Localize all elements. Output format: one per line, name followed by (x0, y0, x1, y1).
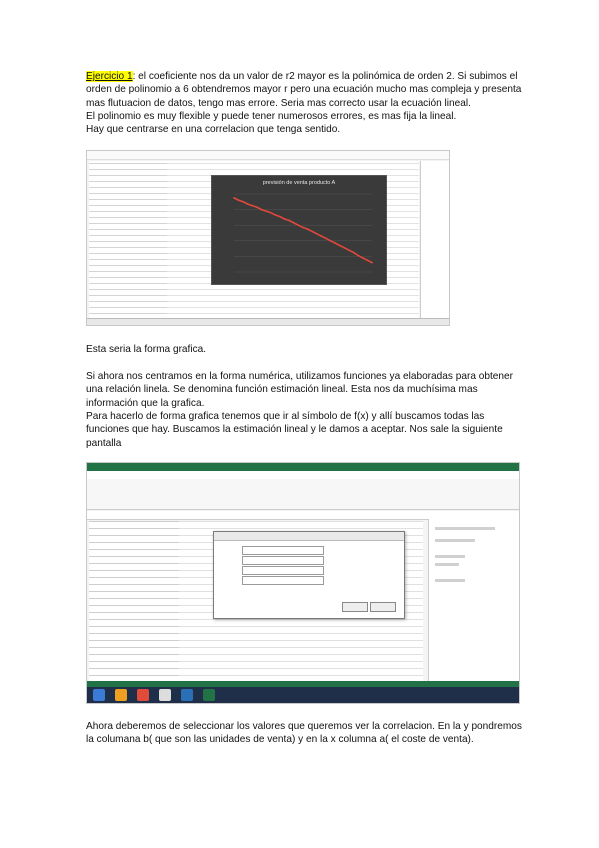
function-arguments-dialog (213, 531, 405, 619)
toolbar (87, 151, 449, 160)
data-point (316, 233, 318, 235)
data-point (298, 224, 300, 226)
sales-chart (211, 175, 387, 285)
graph-caption: Esta seria la forma grafica. (86, 344, 207, 355)
side-pane (428, 519, 519, 689)
exercise-label: Ejercicio 1 (86, 71, 133, 82)
data-point (284, 218, 286, 220)
known-x-field (242, 556, 324, 565)
data-point (288, 220, 290, 222)
data-point (371, 262, 373, 264)
data-point (334, 242, 336, 244)
series-line (234, 198, 372, 263)
data-point (247, 203, 249, 205)
format-pane (420, 161, 449, 321)
data-point (311, 231, 313, 233)
spreadsheet-chart-screenshot (86, 150, 450, 326)
chrome-icon (137, 689, 149, 701)
data-point (357, 255, 359, 257)
explorer-icon (115, 689, 127, 701)
stats-field (242, 576, 324, 585)
pane-line (435, 563, 459, 566)
excel-icon (203, 689, 215, 701)
data-point (275, 214, 277, 216)
data-point (367, 259, 369, 261)
exercise-line-3: Hay que centrarse en una correlacion que tenga sentido. (86, 124, 341, 136)
ribbon (87, 479, 519, 510)
data-point (330, 240, 332, 242)
data-columns (89, 521, 179, 689)
data-point (261, 209, 263, 211)
data-columns (89, 161, 167, 319)
known-y-field (242, 546, 324, 555)
data-point (270, 212, 272, 214)
excel-function-screenshot (86, 462, 520, 704)
data-point (339, 245, 341, 247)
data-point (348, 249, 350, 251)
chart-plot (212, 176, 386, 284)
numeric-paragraph: Si ahora nos centramos en la forma numérica, utilizamos funciones ya elaboradas para obtener una relación linela. Se denomina función estimación lineal. Esta nos da muchísima mas información que la grafica. (86, 371, 513, 409)
dialog-header (214, 532, 404, 541)
data-point (265, 210, 267, 212)
data-point (307, 228, 309, 230)
data-point (238, 199, 240, 201)
data-point (302, 227, 304, 229)
data-point (252, 205, 254, 207)
pane-line (435, 579, 465, 582)
start-icon (93, 689, 105, 701)
title-bar (87, 463, 519, 471)
data-point (353, 252, 355, 254)
cancel-button (370, 602, 396, 612)
data-point (279, 216, 281, 218)
pane-line (435, 527, 495, 530)
closing-paragraph: Ahora deberemos de seleccionar los valores que queremos ver la correlacion. En la y pondremos la columana b( que son las unidades de venta) y en la x columna a( el coste de venta). (86, 721, 522, 746)
const-field (242, 566, 324, 575)
exercise-paragraph (86, 70, 526, 136)
exercise-line-2: El polinomio es muy flexible y puede tener numerosos errores, es mas fija la lineal. (86, 110, 457, 122)
word-icon (181, 689, 193, 701)
instructions-paragraph: Para hacerlo de forma grafica tenemos que ir al símbolo de f(x) y allí buscamos todas las funciones que hay. Buscamos la estimación lineal y le damos a aceptar. Nos sale la siguiente pantalla (86, 411, 503, 449)
exercise-text: : el coeficiente nos da un valor de r2 mayor es la polinómica de orden 2. Si subimos el orden de polinomio a 6 obtendremos mayor r pero una ecuación mucho mas compleja y presenta mas flutuacion de datos, tengo mas errore. Seria mas correcto usar la ecuación lineal. (86, 71, 522, 109)
pane-line (435, 555, 465, 558)
data-point (321, 235, 323, 237)
data-point (242, 201, 244, 203)
data-point (293, 222, 295, 224)
sheet-tabs (87, 318, 449, 325)
media-icon (159, 689, 171, 701)
accept-button (342, 602, 368, 612)
pane-line (435, 539, 475, 542)
data-point (233, 197, 235, 199)
data-point (344, 247, 346, 249)
data-point (362, 257, 364, 259)
chart-title: previsión de venta producto A (262, 180, 336, 186)
data-point (256, 206, 258, 208)
data-point (325, 238, 327, 240)
taskbar (87, 687, 519, 703)
